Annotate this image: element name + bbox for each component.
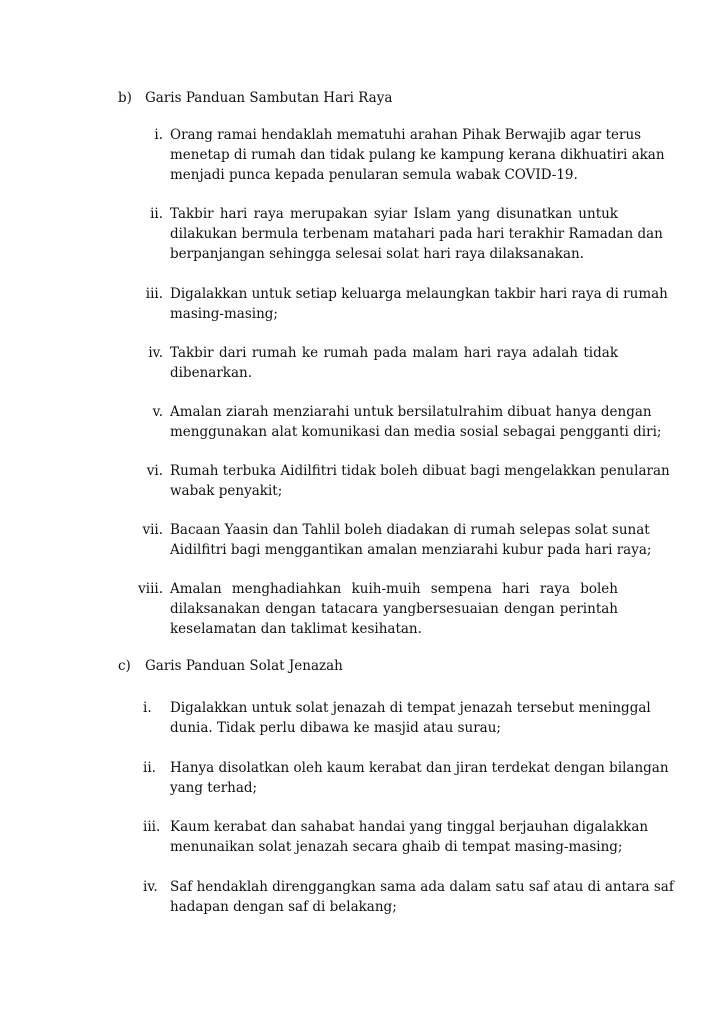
text-line: masing-masing; (170, 306, 278, 322)
section-heading-b (118, 88, 392, 108)
text-line: Kaum kerabat dan sahabat handai yang tinggal berjauhan digalakkan (170, 819, 649, 835)
list-item-b-viii (118, 579, 618, 639)
list-item-c-ii (118, 758, 669, 798)
text-line: menjadi punca kepada penularan semula wabak COVID-19. (170, 167, 578, 183)
text-line: Amalan ziarah menziarahi untuk bersilatulrahim dibuat hanya dengan (170, 404, 652, 420)
section-title: Garis Panduan Sambutan Hari Raya (145, 90, 393, 106)
text-line: menggunakan alat komunikasi dan media sosial sebagai pengganti diri; (170, 424, 662, 440)
item-number: vii. (142, 522, 163, 538)
list-item-b-v (118, 402, 662, 442)
text-line: Hanya disolatkan oleh kaum kerabat dan jiran terdekat dengan bilangan (170, 760, 669, 776)
text-line: dilakukan bermula terbenam matahari pada hari terakhir Ramadan dan (170, 226, 663, 242)
item-number: iv. (143, 879, 158, 895)
item-text (170, 520, 652, 560)
item-number: viii. (138, 581, 163, 597)
section-letter: b) (118, 90, 132, 106)
list-item-b-vii (118, 520, 652, 560)
text-line: Takbir hari raya merupakan syiar Islam yang disunatkan untuk (170, 206, 618, 222)
text-line: Digalakkan untuk setiap keluarga melaungkan takbir hari raya di rumah (170, 286, 668, 302)
list-item-b-ii (118, 204, 663, 264)
item-number: i. (154, 127, 163, 143)
text-line: yang terhad; (170, 780, 258, 796)
item-text (170, 461, 670, 501)
text-line: Takbir dari rumah ke rumah pada malam hari raya adalah tidak (170, 345, 618, 361)
item-number: ii. (150, 206, 163, 222)
text-line: berpanjangan sehingga selesai solat hari raya dilaksanakan. (170, 246, 584, 262)
text-line: dilaksanakan dengan tatacara yangbersesuaian dengan perintah (170, 601, 618, 617)
text-line: wabak penyakit; (170, 483, 283, 499)
item-number: ii. (143, 760, 156, 776)
text-line: Digalakkan untuk solat jenazah di tempat jenazah tersebut meninggal (170, 700, 651, 716)
text-line: keselamatan dan taklimat kesihatan. (170, 621, 422, 637)
item-text (170, 402, 662, 442)
list-item-b-vi (118, 461, 670, 501)
item-number: i. (143, 700, 152, 716)
item-number: vi. (146, 463, 163, 479)
item-text (170, 579, 618, 639)
section-letter: c) (118, 658, 131, 674)
list-item-c-iv (118, 877, 674, 917)
text-line: Bacaan Yaasin dan Tahlil boleh diadakan di rumah selepas solat sunat (170, 522, 650, 538)
item-number: iv. (148, 345, 163, 361)
text-line: hadapan dengan saf di belakang; (170, 899, 397, 915)
list-item-c-i (118, 698, 651, 738)
section-heading-c (118, 656, 343, 676)
section-title: Garis Panduan Solat Jenazah (145, 658, 343, 674)
list-item-b-iii (118, 284, 668, 324)
item-text (170, 758, 669, 798)
list-item-b-iv (118, 343, 618, 383)
text-line: dibenarkan. (170, 365, 253, 381)
item-text (170, 817, 649, 857)
item-text (170, 877, 674, 917)
item-text (170, 125, 665, 185)
item-text (170, 698, 651, 738)
text-line: menunaikan solat jenazah secara ghaib di tempat masing-masing; (170, 839, 623, 855)
list-item-c-iii (118, 817, 649, 857)
list-item-b-i (118, 125, 665, 185)
text-line: Aidilfitri bagi menggantikan amalan menziarahi kubur pada hari raya; (170, 542, 652, 558)
item-number: v. (152, 404, 163, 420)
text-line: Rumah terbuka Aidilfitri tidak boleh dibuat bagi mengelakkan penularan (170, 463, 670, 479)
text-line: Orang ramai hendaklah mematuhi arahan Pihak Berwajib agar terus (170, 127, 642, 143)
item-text (170, 284, 668, 324)
text-line: Amalan menghadiahkan kuih-muih sempena hari raya boleh (170, 581, 618, 597)
text-line: menetap di rumah dan tidak pulang ke kampung kerana dikhuatiri akan (170, 147, 665, 163)
text-line: Saf hendaklah direnggangkan sama ada dalam satu saf atau di antara saf (170, 879, 674, 895)
item-text (170, 343, 618, 383)
item-number: iii. (145, 286, 163, 302)
item-number: iii. (143, 819, 161, 835)
item-text (170, 204, 663, 264)
text-line: dunia. Tidak perlu dibawa ke masjid atau surau; (170, 720, 501, 736)
